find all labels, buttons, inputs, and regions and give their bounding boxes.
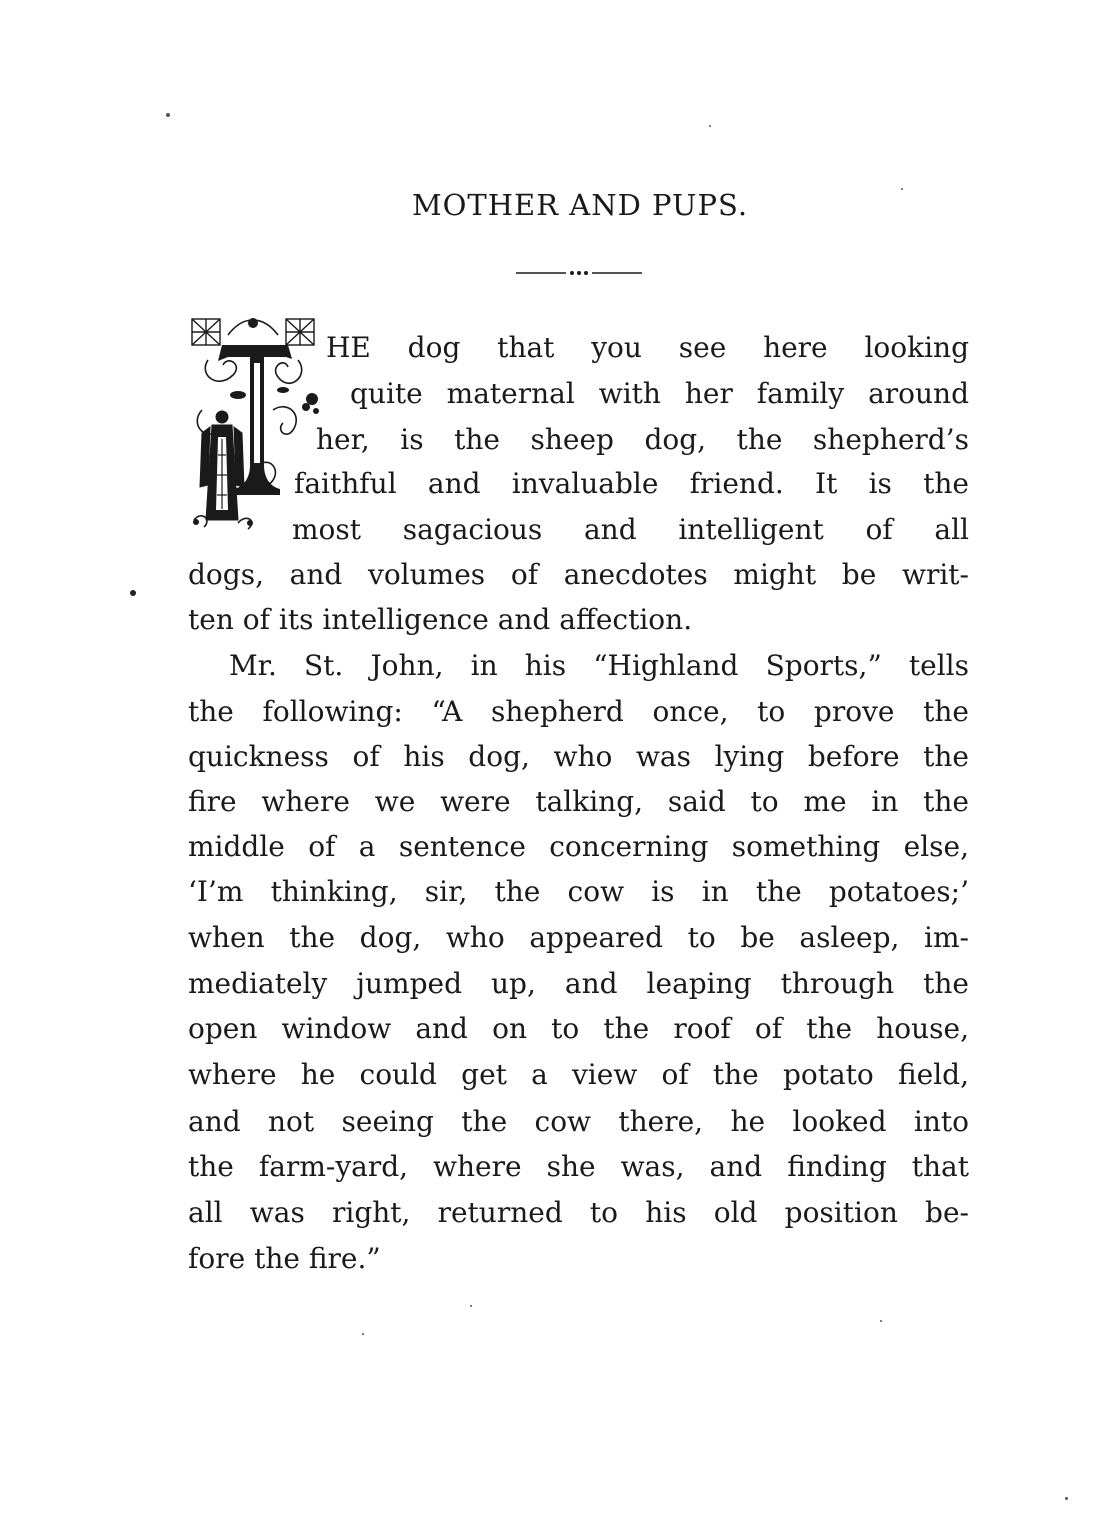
line-text: quickness of his dog, who was lying before the (188, 740, 969, 773)
text-line (292, 514, 969, 548)
line-text: quite maternal with her family around (350, 377, 969, 410)
text-line (188, 1243, 969, 1277)
line-text: the following: “A shepherd once, to prove the (188, 695, 969, 728)
line-text: fore the fire.” (188, 1242, 381, 1275)
text-line (188, 831, 969, 865)
text-line (188, 559, 969, 593)
text-line (188, 1059, 969, 1093)
line-text: and not seeing the cow there, he looked into (188, 1105, 969, 1138)
line-text: where he could get a view of the potato field, (188, 1058, 969, 1091)
text-line (188, 696, 969, 730)
text-line (188, 604, 969, 638)
print-speck (362, 1333, 364, 1335)
text-line (326, 332, 969, 366)
line-text: open window and on to the roof of the house, (188, 1012, 969, 1045)
text-line (188, 1013, 969, 1047)
print-speck (166, 113, 170, 117)
line-text: ‘I’m thinking, sir, the cow is in the potatoes;’ (188, 875, 969, 908)
print-speck (880, 1320, 882, 1322)
line-text: Mr. St. John, in his “Highland Sports,” tells (229, 649, 969, 682)
print-speck (470, 1305, 472, 1307)
line-text: mediately jumped up, and leaping through the (188, 967, 969, 1000)
line-text: all was right, returned to his old position be- (188, 1196, 969, 1229)
text-line (188, 968, 969, 1002)
text-line (188, 876, 969, 910)
text-line (188, 741, 969, 775)
line-text: when the dog, who appeared to be asleep, im- (188, 921, 969, 954)
print-speck (130, 590, 136, 596)
print-speck (709, 125, 711, 127)
text-line (188, 922, 969, 956)
line-text: HE dog that you see here looking (326, 331, 969, 364)
line-text: her, is the sheep dog, the shepherd’s (316, 423, 969, 456)
line-text: fire where we were talking, said to me in the (188, 785, 969, 818)
line-text: most sagacious and intelligent of all (292, 513, 969, 546)
text-line (188, 1106, 969, 1140)
line-text: the farm-yard, where she was, and finding that (188, 1150, 969, 1183)
line-text: faithful and invaluable friend. It is the (294, 467, 969, 500)
line-text: dogs, and volumes of anecdotes might be writ- (188, 558, 969, 591)
text-line (350, 378, 969, 412)
text-line (188, 1151, 969, 1185)
text-line (229, 650, 969, 684)
page-title: MOTHER AND PUPS. (411, 188, 749, 222)
line-text: middle of a sentence concerning something else, (188, 830, 969, 863)
text-line (188, 786, 969, 820)
line-text: ten of its intelligence and affection. (188, 603, 693, 636)
text-line (316, 424, 969, 458)
print-speck (1065, 1497, 1068, 1500)
ornament-rule (516, 268, 642, 278)
text-line (188, 1197, 969, 1231)
text-line (294, 468, 969, 502)
